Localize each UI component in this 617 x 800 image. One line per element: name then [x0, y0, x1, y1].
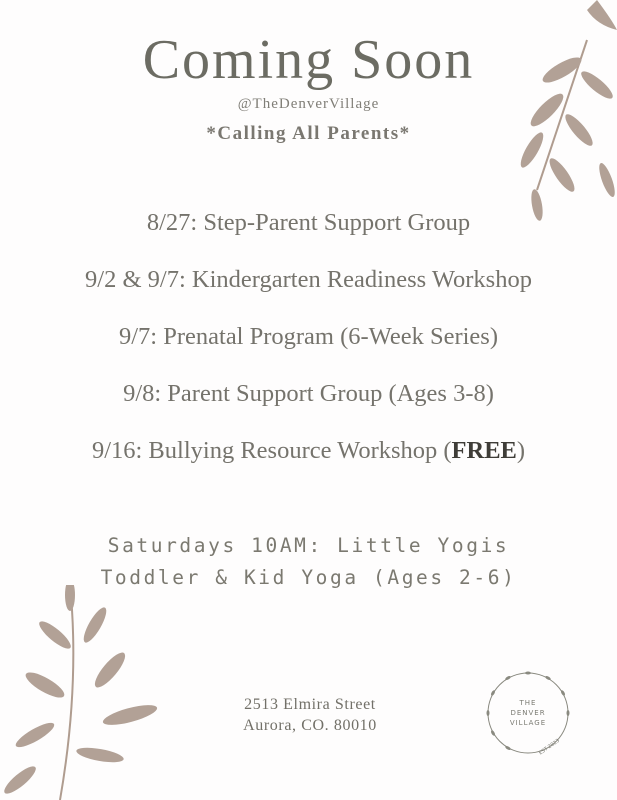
yoga-line-1: Saturdays 10AM: Little Yogis — [107, 534, 510, 557]
event-text-end: ) — [516, 437, 526, 464]
event-item — [0, 374, 617, 431]
event-item — [0, 260, 617, 317]
address-street: 2513 Elmira Street — [244, 696, 376, 713]
event-list — [0, 203, 617, 488]
logo-text-2: DENVER — [510, 709, 546, 717]
event-text: 9/16: Bullying Resource Workshop ( — [91, 437, 452, 464]
event-text: 8/27: Step-Parent Support Group — [146, 209, 471, 236]
address-city: Aurora, CO. 80010 — [243, 717, 377, 734]
event-item — [0, 431, 617, 488]
yoga-line-2: Toddler & Kid Yoga (Ages 2-6) — [100, 566, 517, 589]
event-item — [0, 317, 617, 374]
logo-est: EST 2023 — [537, 737, 561, 757]
event-text: 9/2 & 9/7: Kindergarten Readiness Workshop — [85, 266, 532, 293]
address — [210, 694, 410, 736]
social-handle: @TheDenverVillage — [237, 96, 380, 112]
free-label: FREE — [451, 437, 517, 464]
denver-village-logo — [478, 663, 578, 763]
subtitle: *Calling All Parents* — [206, 123, 411, 144]
logo-text-1: THE — [519, 699, 537, 707]
logo-text-3: VILLAGE — [509, 719, 547, 727]
event-text: 9/7: Prenatal Program (6-Week Series) — [118, 323, 499, 350]
leaf-branch-top-right-icon — [467, 0, 617, 240]
leaf-branch-bottom-left-icon — [0, 585, 170, 800]
event-text: 9/8: Parent Support Group (Ages 3-8) — [123, 380, 494, 407]
page-title: Coming Soon — [142, 29, 475, 91]
